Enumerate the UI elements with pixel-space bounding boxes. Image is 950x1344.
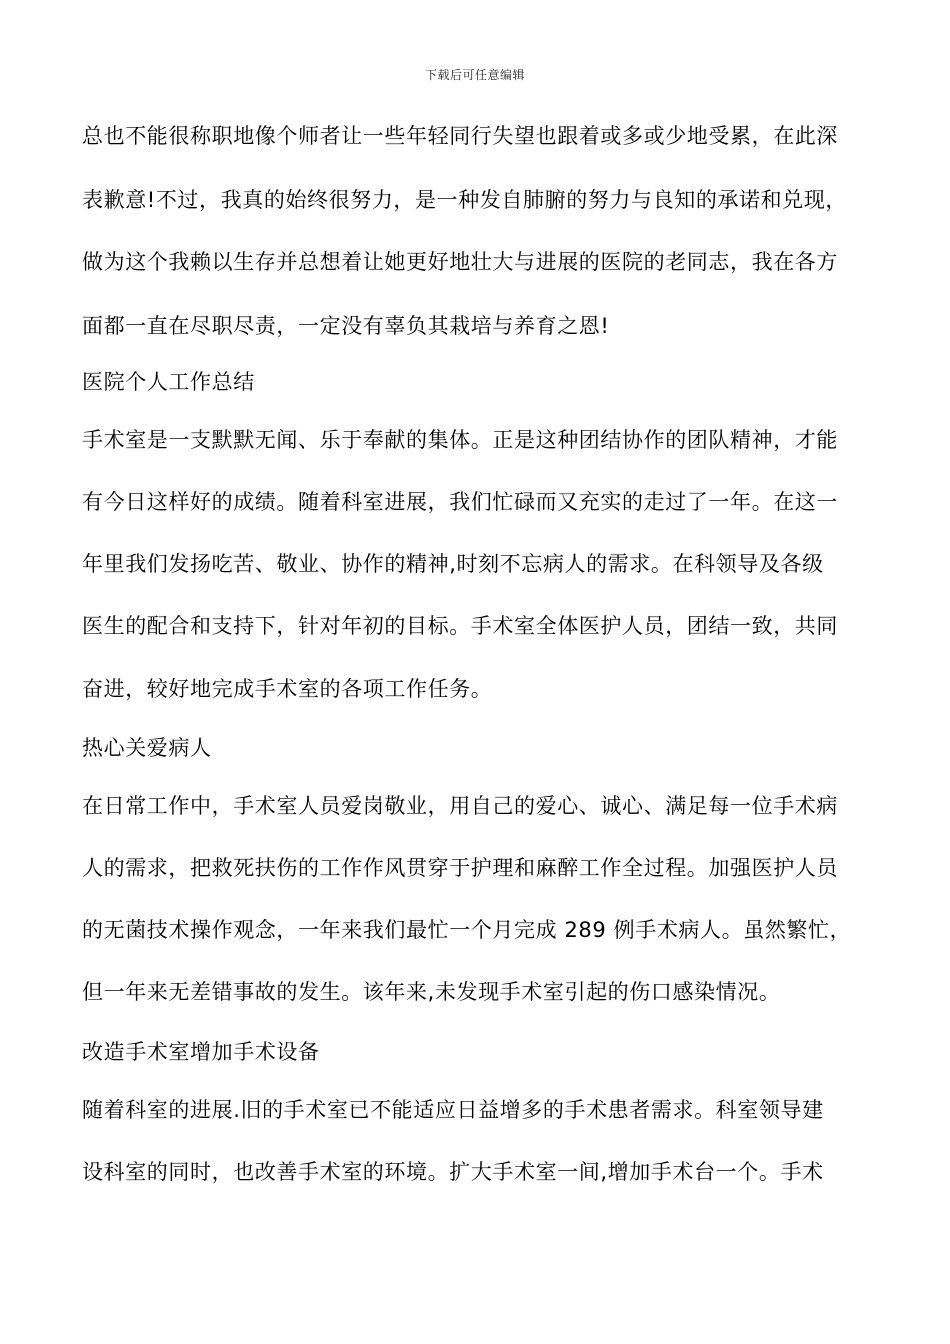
section-heading: 改造手术室增加手术设备 [82, 1040, 320, 1064]
text-line: 有今日这样好的成绩。随着科室进展，我们忙碌而又充实的走过了一年。在这一 [82, 490, 838, 514]
page-header: 下载后可任意编辑 [424, 68, 525, 82]
text-line: 面都一直在尽职尽责，一定没有辜负其栽培与养育之恩! [82, 314, 610, 338]
text-line: 的无菌技术操作观念，一年来我们最忙一个月完成 289 例手术病人。虽然繁忙， [82, 918, 852, 942]
text-line: 奋进，较好地完成手术室的各项工作任务。 [82, 677, 493, 701]
text-line: 在日常工作中，手术室人员爱岗敬业，用自己的爱心、诚心、满足每一位手术病 [82, 794, 838, 818]
text-line: 总也不能很称职地像个师者让一些年轻同行失望也跟着或多或少地受累，在此深 [82, 124, 838, 148]
text-line: 医生的配合和支持下，针对年初的目标。手术室全体医护人员，团结一致，共同 [82, 614, 838, 638]
text-line: 人的需求，把救死扶伤的工作作风贯穿于护理和麻醉工作全过程。加强医护人员 [82, 856, 838, 880]
text-line: 手术室是一支默默无闻、乐于奉献的集体。正是这种团结协作的团队精神，才能 [82, 428, 838, 452]
section-heading: 医院个人工作总结 [82, 370, 255, 394]
text-line: 设科室的同时，也改善手术室的环境。扩大手术室一间,增加手术台一个。手术 [82, 1160, 824, 1184]
section-heading: 热心关爱病人 [82, 736, 212, 760]
text-line: 表歉意!不过，我真的始终很努力，是一种发自肺腑的努力与良知的承诺和兑现， [82, 188, 848, 212]
text-line: 年里我们发扬吃苦、敬业、协作的精神,时刻不忘病人的需求。在科领导及各级 [82, 552, 824, 576]
text-line: 但一年来无差错事故的发生。该年来,未发现手术室引起的伤口感染情况。 [82, 980, 781, 1004]
text-line: 随着科室的进展.旧的手术室已不能适应日益增多的手术患者需求。科室领导建 [82, 1098, 824, 1122]
text-line: 做为这个我赖以生存并总想着让她更好地壮大与进展的医院的老同志，我在各方 [82, 250, 838, 274]
